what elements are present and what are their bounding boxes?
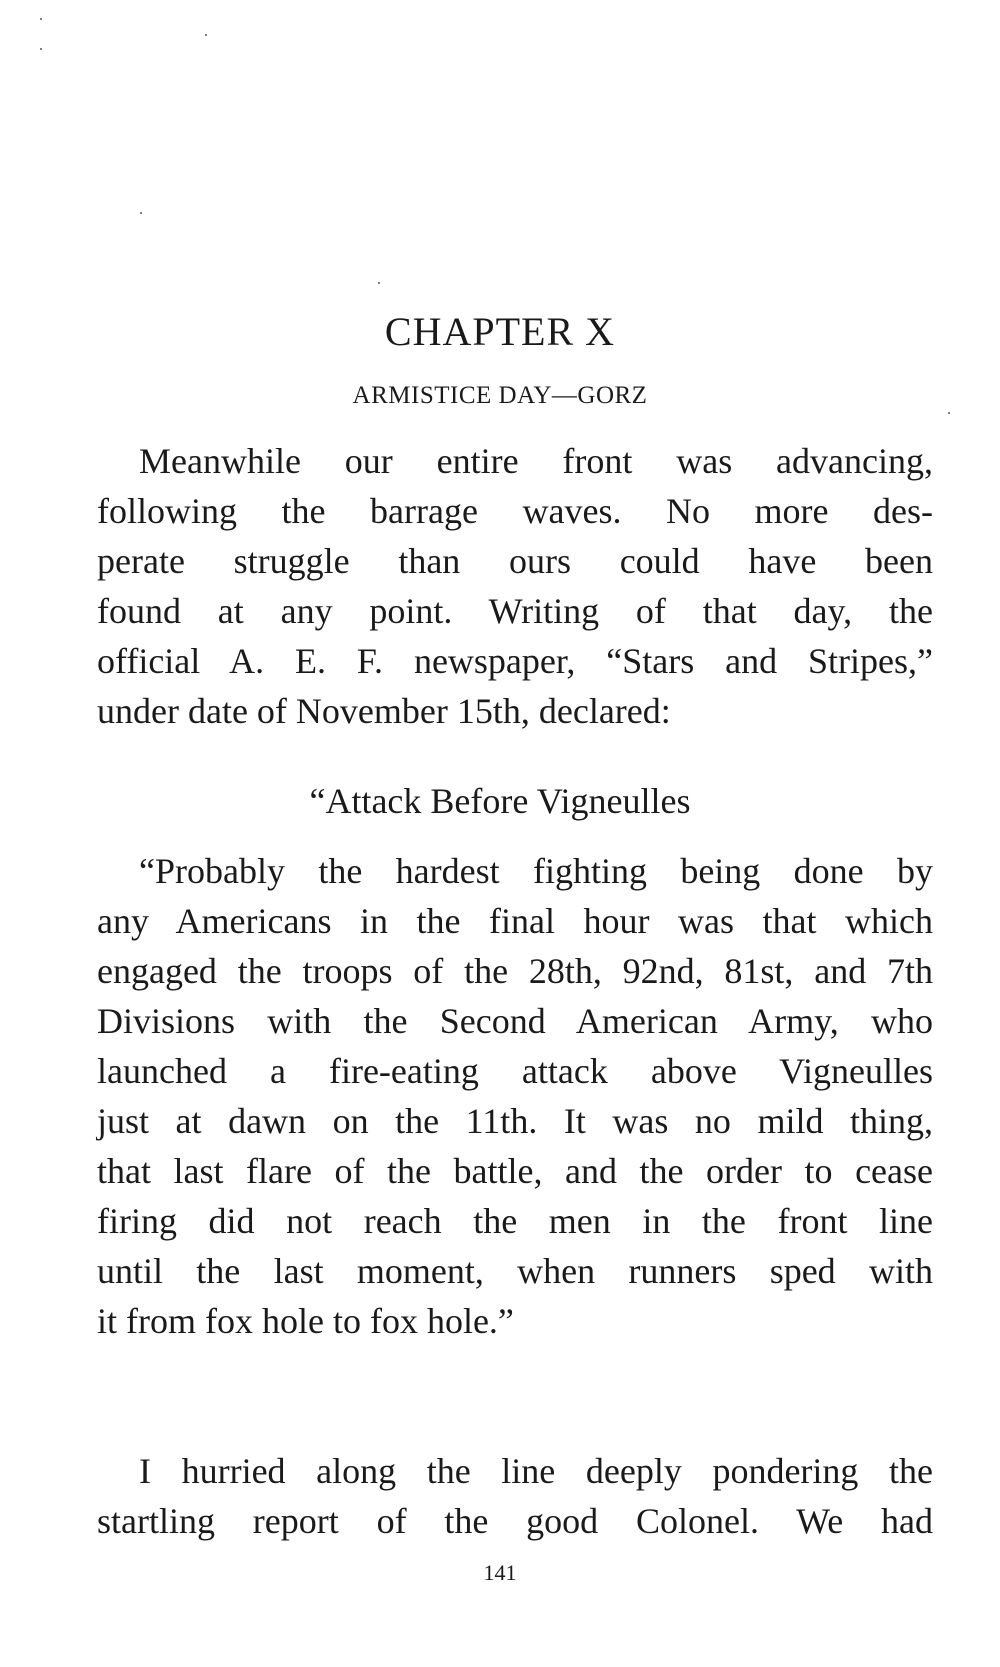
text-line: found at any point. Writing of that day, the [97, 591, 933, 631]
paragraph [97, 436, 933, 736]
text-line: firing did not reach the men in the front line [97, 1201, 933, 1241]
scan-speck [948, 412, 950, 414]
text-line: it from fox hole to fox hole.” [97, 1301, 514, 1341]
text-line: any Americans in the final hour was that which [97, 901, 933, 941]
text-line: official A. E. F. newspaper, “Stars and Stripes,” [97, 641, 933, 681]
text-line: engaged the troops of the 28th, 92nd, 81st, and 7th [97, 951, 933, 991]
scan-speck [40, 48, 42, 50]
page-number: 141 [483, 1560, 517, 1585]
scan-speck [140, 212, 142, 214]
text-line: under date of November 15th, declared: [97, 691, 671, 731]
text-line: just at dawn on the 11th. It was no mild thing, [97, 1101, 933, 1141]
scan-speck [205, 34, 207, 36]
text-line: “Probably the hardest fighting being done by [139, 851, 933, 891]
text-line: that last flare of the battle, and the order to cease [97, 1151, 933, 1191]
chapter-subtitle: ARMISTICE DAY—GORZ [352, 382, 648, 409]
text-line: I hurried along the line deeply pondering the [139, 1451, 933, 1491]
text-line: following the barrage waves. No more des- [97, 491, 933, 531]
quote-heading: “Attack Before Vigneulles [309, 781, 691, 821]
quoted-paragraph [97, 846, 933, 1346]
paragraph [97, 1446, 933, 1546]
text-line: startling report of the good Colonel. We had [97, 1501, 933, 1541]
scan-speck [378, 282, 380, 284]
chapter-title: CHAPTER X [384, 309, 616, 354]
text-line: perate struggle than ours could have been [97, 541, 933, 581]
text-line: Meanwhile our entire front was advancing, [139, 441, 933, 481]
text-line: until the last moment, when runners sped with [97, 1251, 933, 1291]
scan-speck [40, 18, 42, 20]
text-line: Divisions with the Second American Army, who [97, 1001, 933, 1041]
text-line: launched a fire-eating attack above Vigneulles [97, 1051, 933, 1091]
